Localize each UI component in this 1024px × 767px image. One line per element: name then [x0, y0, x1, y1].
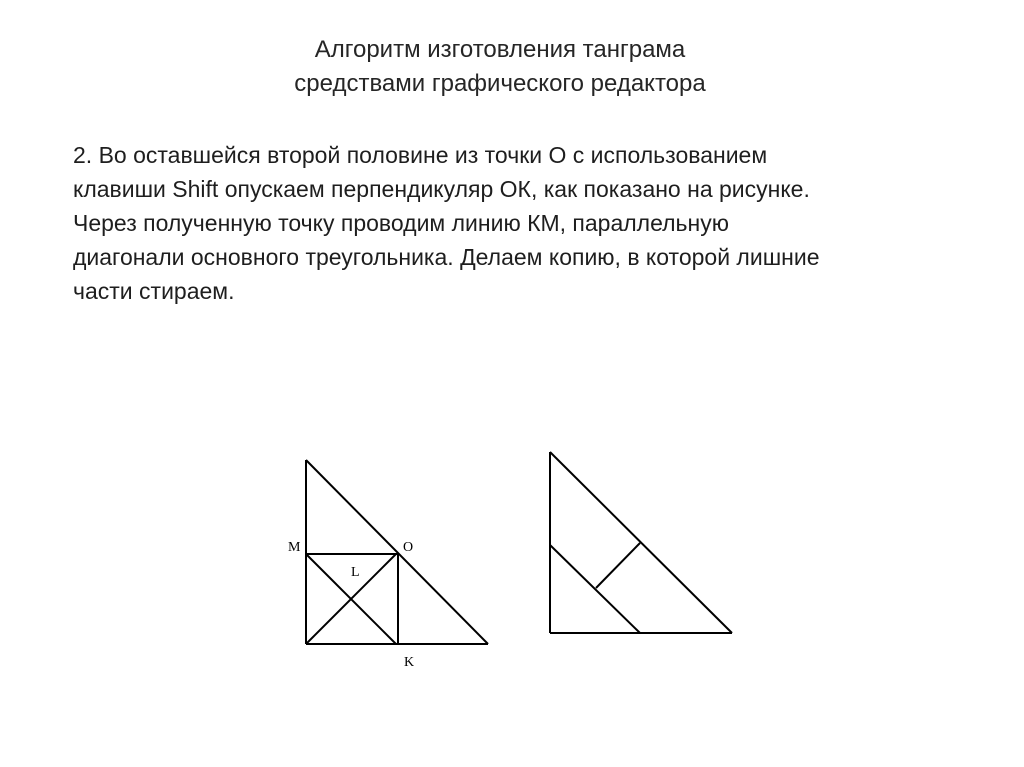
step-line: части стираем.: [73, 278, 235, 304]
right-cut-short: [596, 543, 640, 588]
right-triangle-hypotenuse: [550, 452, 732, 633]
label-m: M: [288, 540, 301, 555]
title-line-1: Алгоритм изготовления танграма: [314, 36, 686, 63]
step-line: диагонали основного треугольника. Делаем копию, в которой лишние: [73, 244, 820, 270]
label-k: K: [404, 655, 415, 670]
step-line: клавиши Shift опускаем перпендикуляр ОК, как показано на рисунке.: [73, 176, 810, 202]
result-figure: [550, 452, 732, 633]
title-line-2: средствами графического редактора: [294, 70, 706, 97]
step-line: 2. Во оставшейся второй половине из точки О с использованием: [73, 142, 768, 168]
step-line: Через полученную точку проводим линию КМ, параллельную: [73, 210, 729, 236]
label-o: O: [403, 540, 414, 555]
label-l: L: [351, 565, 360, 580]
construction-figure: [306, 460, 488, 644]
